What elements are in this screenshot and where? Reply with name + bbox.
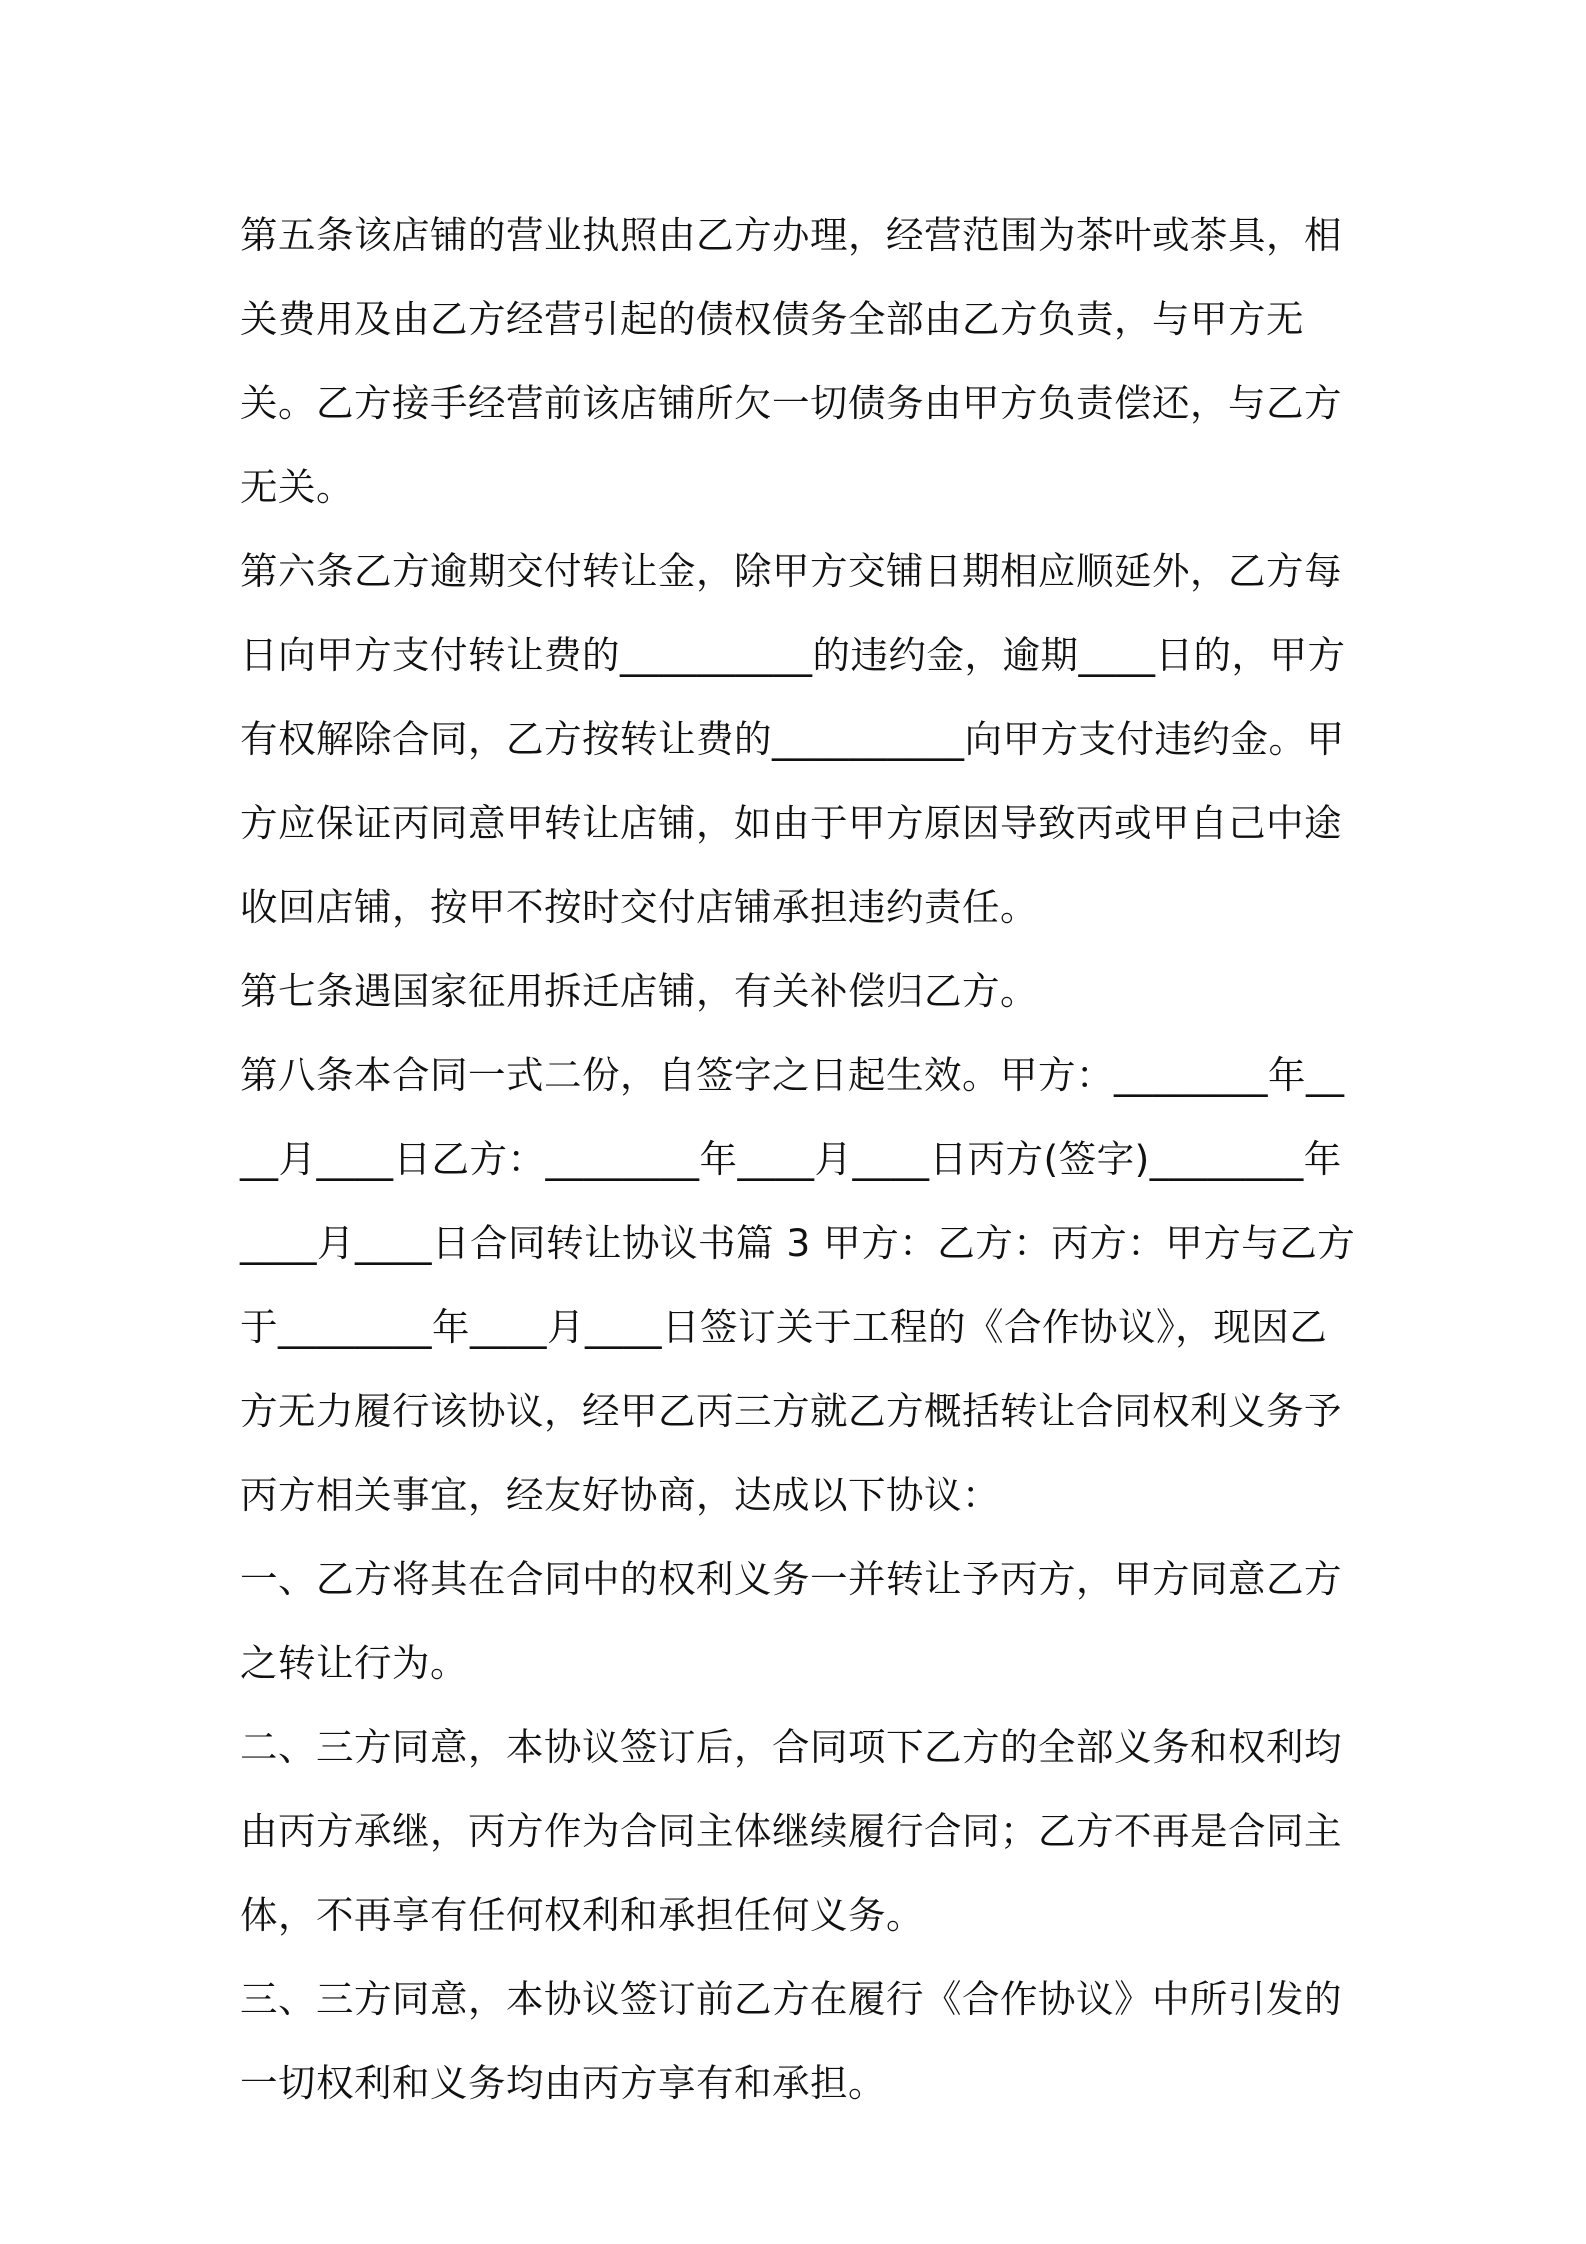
clause-5-paragraph: 第五条该店铺的营业执照由乙方办理，经营范围为茶叶或茶具，相关费用及由乙方经营引起的债权债务全部由乙方负责，与甲方无关。乙方接手经营前该店铺所欠一切债务由甲方负责偿还，与乙方无关。: [240, 213, 1342, 509]
document-body: [240, 193, 1360, 2125]
clause-6-paragraph: 第六条乙方逾期交付转让金，除甲方交铺日期相应顺延外，乙方每日向甲方支付转让费的__________的违约金，逾期____日的，甲方有权解除合同，乙方按转让费的__________向甲方支付违约金。甲方应保证丙同意甲转让店铺，如由于甲方原因导致丙或甲自己中途收回店铺，按甲不按时交付店铺承担违约责任。: [240, 549, 1346, 929]
agreement-item-1: 一、乙方将其在合同中的权利义务一并转让予丙方，甲方同意乙方之转让行为。: [240, 1557, 1342, 1685]
clause-8-paragraph: 第八条本合同一式二份，自签字之日起生效。甲方：________年____月____日乙方：________年____月____日丙方(签字)________年____月____日合同转让协议书篇 3 甲方：乙方：丙方：甲方与乙方于________年____月____日签订关于工程的《合作协议》，现因乙方无力履行该协议，经甲乙丙三方就乙方概括转让合同权利义务予丙方相关事宜，经友好协商，达成以下协议：: [240, 1053, 1356, 1517]
agreement-item-2: 二、三方同意，本协议签订后，合同项下乙方的全部义务和权利均由丙方承继，丙方作为合同主体继续履行合同；乙方不再是合同主体，不再享有任何权利和承担任何义务。: [240, 1725, 1342, 1937]
agreement-item-3: 三、三方同意，本协议签订前乙方在履行《合作协议》中所引发的一切权利和义务均由丙方享有和承担。: [240, 1977, 1342, 2105]
clause-7-paragraph: 第七条遇国家征用拆迁店铺，有关补偿归乙方。: [240, 969, 1038, 1013]
